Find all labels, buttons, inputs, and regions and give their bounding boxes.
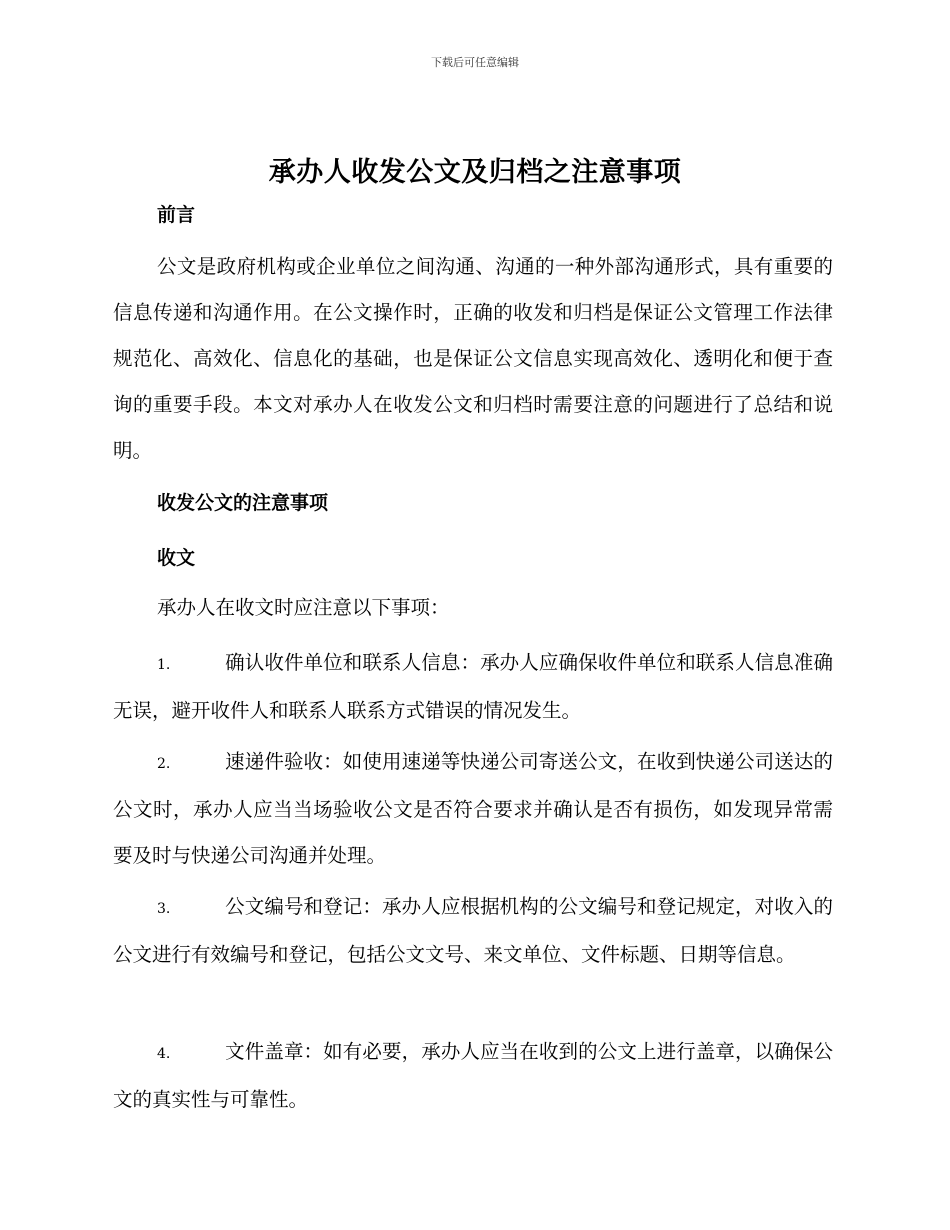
item-text: 速递件验收：如使用速递等快递公司寄送公文，在收到快递公司送达的公文时，承办人应当当场验收公文是否符合要求并确认是否有损伤，如发现异常需要及时与快递公司沟通并处理。 [113, 750, 833, 867]
preface-heading: 前言 [157, 204, 196, 226]
item-number: 4. [157, 1046, 171, 1062]
item-number: 3. [157, 901, 171, 917]
list-item [113, 1029, 833, 1123]
list-item [113, 640, 833, 734]
item-number: 2. [157, 756, 171, 772]
list-item [113, 884, 833, 978]
header-note: 下载后可任意编辑 [431, 56, 519, 69]
item-text: 公文编号和登记：承办人应根据机构的公文编号和登记规定，对收入的公文进行有效编号和登记，包括公文文号、来文单位、文件标题、日期等信息。 [113, 895, 833, 966]
item-text: 文件盖章：如有必要，承办人应当在收到的公文上进行盖章，以确保公文的真实性与可靠性。 [113, 1040, 833, 1111]
receive-heading: 收文 [157, 547, 196, 569]
item-number: 1. [157, 657, 171, 673]
preface-paragraph: 公文是政府机构或企业单位之间沟通、沟通的一种外部沟通形式，具有重要的信息传递和沟通作用。在公文操作时，正确的收发和归档是保证公文管理工作法律规范化、高效化、信息化的基础，也是保证公文信息实现高效化、透明化和便于查询的重要手段。本文对承办人在收发公文和归档时需要注意的问题进行了总结和说明。 [113, 255, 833, 462]
item-text: 确认收件单位和联系人信息：承办人应确保收件单位和联系人信息准确无误，避开收件人和联系人联系方式错误的情况发生。 [113, 651, 833, 722]
document-title: 承办人收发公文及归档之注意事项 [268, 157, 682, 188]
receive-intro: 承办人在收文时应注意以下事项： [157, 596, 450, 619]
send-receive-heading: 收发公文的注意事项 [157, 492, 329, 514]
list-item [113, 739, 833, 879]
